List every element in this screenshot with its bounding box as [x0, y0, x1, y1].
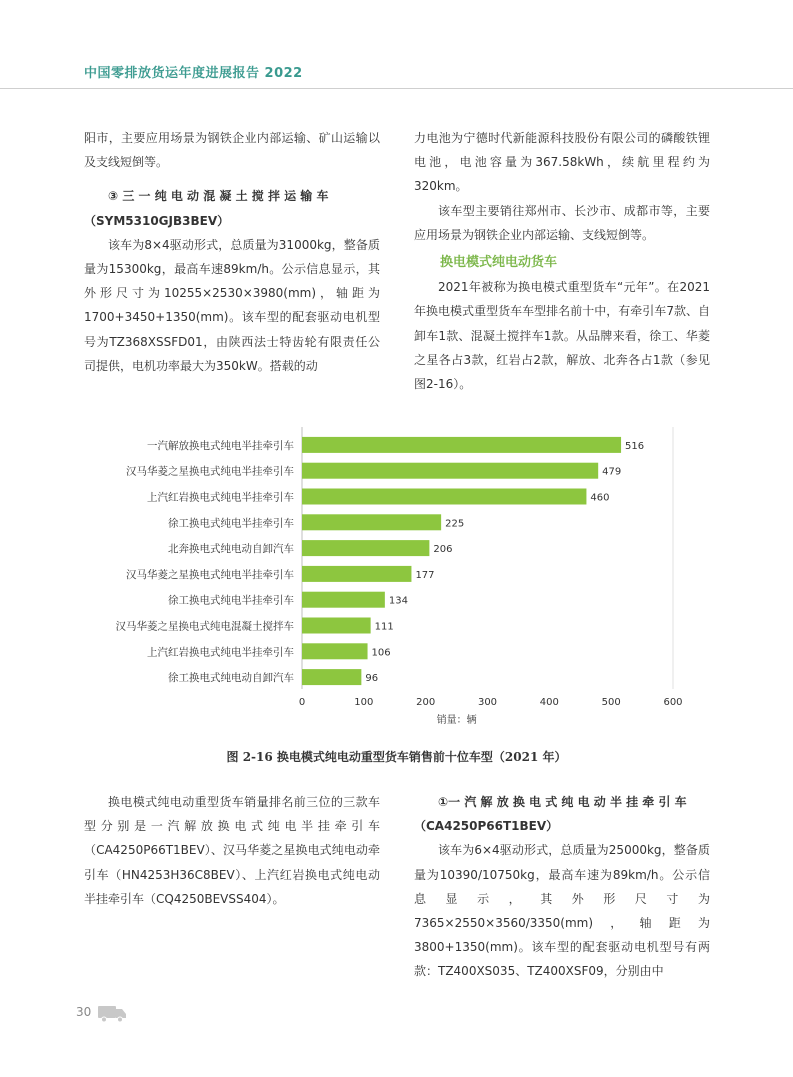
bar: [302, 463, 598, 479]
bar-chart: [0, 425, 793, 735]
figure-caption: 图 2-16 换电模式纯电动重型货车销售前十位车型（2021 年）: [226, 750, 567, 764]
x-tick-label: 200: [416, 697, 436, 708]
data-label: 177: [415, 569, 435, 581]
paragraph: 该车为8×4驱动形式，总质量为31000kg，整备质量为15300kg，最高车速89km/h。公示信息显示，其外形尺寸为10255×2530×3980(mm)，轴距为1700+3450+1350(mm)。该车型的配套驱动电机型号为TZ368XSSFD01，由陕西法士特齿轮有限责任公司提供，电机功率最大为350kW。搭载的动: [84, 237, 380, 373]
data-label: 206: [433, 544, 453, 556]
right-column-bottom: [414, 790, 710, 984]
section-heading: 换电模式纯电动货车: [440, 255, 558, 271]
bar: [302, 540, 429, 556]
x-tick-label: 0: [298, 697, 306, 708]
category-label: 徐工换电式纯电动自卸汽车: [168, 672, 294, 685]
truck-icon: [97, 1003, 127, 1023]
data-label: 516: [625, 440, 645, 452]
paragraph: 该车为6×4驱动形式，总质量为25000kg，整备质量为10390/10750kg，最高车速为89km/h。公示信息显示，其外形尺寸为7365×2550×3560/3350(mm)，轴距为3800+1350(mm)。该车型的配套驱动电机型号有两款：TZ400XS035、TZ400XSF09，分别由中: [414, 843, 710, 979]
paragraph: 2021年被称为换电模式重型货车“元年”。在2021年换电模式重型货车车型排名前十中，有牵引车7款、自卸车1款、混凝土搅拌车1款。从品牌来看，徐工、华菱之星各占3款，红岩占2款，解放、北奔各占1款（参见图2-16）。: [414, 280, 710, 392]
section-subhead: ①一 汽 解 放 换 电 式 纯 电 动 半 挂 牵 引 车: [438, 795, 687, 809]
x-tick-label: 500: [601, 697, 621, 708]
paragraph: 阳市，主要应用场景为钢铁企业内部运输、矿山运输以及支线短倒等。: [84, 131, 380, 170]
left-column-bottom: [84, 790, 380, 911]
paragraph: 力电池为宁德时代新能源科技股份有限公司的磷酸铁锂电池，电池容量为367.58kWh，续航里程约为320km。: [414, 131, 710, 194]
data-label: 225: [445, 518, 465, 530]
category-label: 汉马华菱之星换电式纯电混凝土搅拌车: [115, 620, 294, 633]
data-label: 111: [374, 621, 394, 633]
data-label: 460: [590, 492, 610, 504]
bar: [302, 618, 371, 634]
bar: [302, 514, 441, 530]
bar: [302, 669, 361, 685]
model-code: （SYM5310GJB3BEV）: [84, 213, 230, 228]
bar: [302, 592, 385, 608]
category-label: 徐工换电式纯电半挂牵引车: [168, 517, 294, 530]
x-tick-label: 100: [354, 697, 374, 708]
page-number: 30: [76, 1005, 92, 1019]
data-label: 106: [371, 647, 391, 659]
header-divider: [0, 88, 793, 89]
x-axis-label: 销量：辆: [436, 715, 477, 726]
data-label: 96: [365, 673, 379, 685]
paragraph: 该车型主要销往郑州市、长沙市、成都市等，主要应用场景为钢铁企业内部运输、支线短倒等。: [414, 203, 710, 242]
category-label: 北奔换电式纯电动自卸汽车: [168, 543, 294, 556]
category-label: 上汽红岩换电式纯电半挂牵引车: [147, 491, 294, 504]
data-label: 479: [602, 466, 622, 478]
category-label: 一汽解放换电式纯电半挂牵引车: [147, 439, 294, 452]
x-tick-label: 600: [663, 697, 683, 708]
data-label: 134: [388, 595, 408, 607]
section-subhead: ③ 三 一 纯 电 动 混 凝 土 搅 拌 运 输 车: [108, 189, 329, 204]
category-label: 汉马华菱之星换电式纯电半挂牵引车: [126, 465, 294, 478]
x-tick-label: 300: [477, 697, 498, 708]
right-column-top: [414, 126, 710, 396]
model-code: （CA4250P66T1BEV）: [414, 819, 559, 834]
bar: [302, 489, 586, 505]
bar: [302, 643, 368, 659]
bar: [302, 437, 621, 453]
category-label: 上汽红岩换电式纯电半挂牵引车: [147, 646, 294, 659]
x-tick-label: 400: [539, 697, 559, 708]
category-label: 徐工换电式纯电半挂牵引车: [168, 594, 294, 607]
bar: [302, 566, 411, 582]
category-label: 汉马华菱之星换电式纯电半挂牵引车: [126, 568, 294, 581]
left-column-top: [84, 126, 380, 378]
paragraph: 换电模式纯电动重型货车销量排名前三位的三款车型分别是一汽解放换电式纯电半挂牵引车（CA4250P66T1BEV）、汉马华菱之星换电式纯电动牵引车（HN4253H36C8BEV）、上汽红岩换电式纯电动半挂牵引车（CQ4250BEVSS404）。: [84, 795, 380, 906]
running-header: 中国零排放货运年度进展报告 2022: [84, 66, 303, 81]
